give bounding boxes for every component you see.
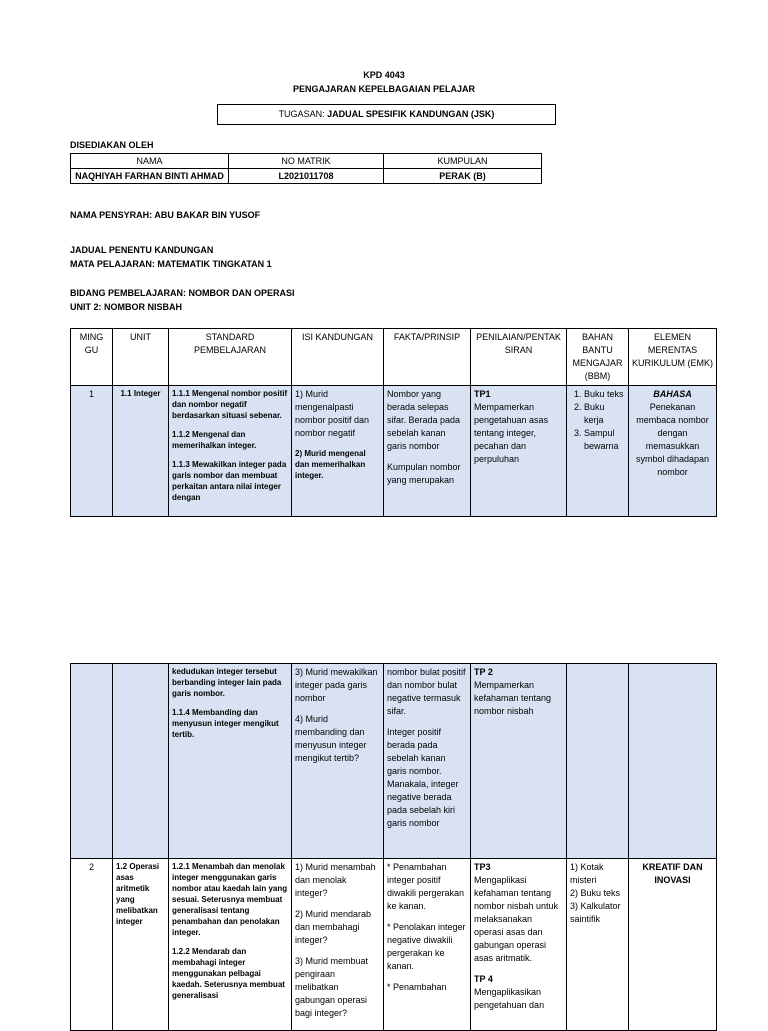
header-bbm: BAHAN BANTU MENGAJAR (BBM) [567,329,629,386]
isi-2: 2) Murid mengenal dan memerihalkan integer. [295,449,366,480]
header-minggu: MING GU [71,329,113,386]
penilaian-cell [471,859,567,1031]
task-title: JADUAL SPESIFIK KANDUNGAN (JSK) [327,109,495,119]
bbm-cell-empty [567,664,629,859]
prepared-by-table [70,153,542,184]
prepared-by-label: DISEDIAKAN OLEH [70,140,154,150]
tp-1: TP1 [474,389,491,399]
tp-1-desc: Mempamerkan pengetahuan asas tentang integer, pecahan dan perpuluhan [474,402,549,464]
fakta-3: nombor bulat positif dan nombor bulat negative termasuk sifar. [387,667,466,716]
info-line-3: BIDANG PEMBELAJARAN: NOMBOR DAN OPERASI [70,288,295,298]
isi-cell [292,859,384,1031]
header-emk: ELEMEN MERENTAS KURIKULUM (EMK) [629,329,717,386]
student-matric: L2021011708 [229,169,384,184]
fakta-r2-2: * Penolakan integer negative diwakili pergerakan ke kanan. [387,922,466,971]
sp-1-1-1: 1.1.1 Mengenal nombor positif dan nombor negatif berdasarkan situasi sebenar. [172,389,288,420]
sp-1-1-3: 1.1.3 Mewakilkan integer pada garis nombor dan membuat perkaitan antara nilai integer dengan [172,460,287,502]
unit-1-1: 1.1 Integer [113,386,169,517]
bbm-cell [567,386,629,517]
fakta-1: Nombor yang berada selepas sifar. Berada pada sebelah kanan garis nombor [387,389,461,451]
col-nama: NAMA [71,154,229,169]
content-table-page-1 [70,328,717,517]
emk-cell [629,386,717,517]
sp-1-2-2: 1.2.2 Mendarab dan membahagi integer menggunakan pelbagai kaedah. Seterusnya membuat generalisasi [172,947,285,1000]
standard-cell [169,859,292,1031]
info-line-4: UNIT 2: NOMBOR NISBAH [70,302,182,312]
col-no-matrik: NO MATRIK [229,154,384,169]
isi-r2-2: 2) Murid mendarab dan membahagi integer? [295,909,372,945]
isi-r2-3: 3) Murid membuat pengiraan melibatkan gabungan operasi bagi integer? [295,956,369,1018]
course-title: PENGAJARAN KEPELBAGAIAN PELAJAR [292,84,476,94]
fakta-r2-1: * Penambahan integer positif diwakili pergerakan ke kanan. [387,862,465,911]
bbm-item: 3) Kalkulator saintifik [570,901,621,924]
emk-cell [629,859,717,1031]
student-name: NAQHIYAH FARHAN BINTI AHMAD [71,169,229,184]
bbm-item: 2) Buku teks [570,888,621,898]
tp-2: TP 2 [474,667,493,677]
week-1: 1 [71,386,113,517]
fakta-2: Kumpulan nombor yang merupakan [387,462,461,485]
sp-1-1-4: 1.1.4 Membanding dan menyusun integer mengikut tertib. [172,708,279,739]
penilaian-cell [471,386,567,517]
unit-1-2: 1.2 Operasi asas aritmetik yang melibatkan integer [113,859,169,1031]
penilaian-cell [471,664,567,859]
header-isi: ISI KANDUNGAN [292,329,384,386]
tp-2-desc: Mempamerkan kefahaman tentang nombor nisbah [474,680,552,716]
bbm-item: 1) Kotak misteri [570,862,604,885]
fakta-cell [384,859,471,1031]
fakta-r2-3: * Penambahan [387,982,447,992]
student-group: PERAK (B) [384,169,542,184]
task-prefix: TUGASAN: [278,109,328,119]
emk-title-2: KREATIF DAN INOVASI [642,862,703,885]
sp-1-2-1: 1.2.1 Menambah dan menolak integer menggunakan garis nombor atau kaedah lain yang sesuai. Seterusnya membuat generalisasi tentang penambahan dan penolakan integer. [172,862,288,937]
tp-4-desc: Mengaplikasikan pengetahuan dan [474,987,545,1010]
standard-cell [169,664,292,859]
week-cell-empty [71,664,113,859]
lecturer: NAMA PENSYRAH: ABU BAKAR BIN YUSOF [70,210,261,220]
isi-4: 4) Murid membanding dan menyusun integer mengikut tertib? [295,714,367,763]
emk-title: BAHASA [653,389,692,399]
bbm-item: 1. Buku teks [584,388,625,401]
bbm-item: 2. Buku kerja [584,401,625,427]
emk-desc: Penekanan membaca nombor dengan memasukkan symbol dihadapan nombor [635,402,710,477]
isi-3: 3) Murid mewakilkan integer pada garis nombor [295,667,378,703]
standard-cell [169,386,292,517]
emk-cell-empty [629,664,717,859]
bbm-item: 3. Sampul bewarna [584,427,625,453]
header-unit: UNIT [113,329,169,386]
isi-cell [292,386,384,517]
content-table-page-2 [70,663,717,1031]
sp-1-1-2: 1.1.2 Mengenal dan memerihalkan integer. [172,430,257,450]
info-line-2: MATA PELAJARAN: MATEMATIK TINGKATAN 1 [70,259,272,269]
sp-cont: kedudukan integer tersebut berbanding integer lain pada garis nombor. [172,667,282,698]
bbm-cell [567,859,629,1031]
isi-1: 1) Murid mengenalpasti nombor positif dan nombor negatif [295,389,370,438]
header-standard: STANDARD PEMBELAJARAN [169,329,292,386]
col-kumpulan: KUMPULAN [384,154,542,169]
tp-4: TP 4 [474,974,493,984]
header-fakta: FAKTA/PRINSIP [384,329,471,386]
fakta-cell [384,664,471,859]
tp-3: TP3 [474,862,491,872]
tp-3-desc: Mengaplikasi kefahaman tentang nombor nisbah untuk melaksanakan operasi asas dan gabungan operasi asas aritmatik. [474,875,559,963]
task-box [217,104,556,125]
fakta-cell [384,386,471,517]
isi-r2-1: 1) Murid menambah dan menolak integer? [295,862,376,898]
unit-cell-empty [113,664,169,859]
course-code: KPD 4043 [363,70,405,80]
header-penilaian: PENILAIAN/PENTAK SIRAN [471,329,567,386]
week-2: 2 [71,859,113,1031]
isi-cell [292,664,384,859]
fakta-4: Integer positif berada pada sebelah kanan garis nombor. Manakala, integer negative berada pada sebelah kiri garis nombor [387,727,459,828]
info-line-1: JADUAL PENENTU KANDUNGAN [70,245,214,255]
